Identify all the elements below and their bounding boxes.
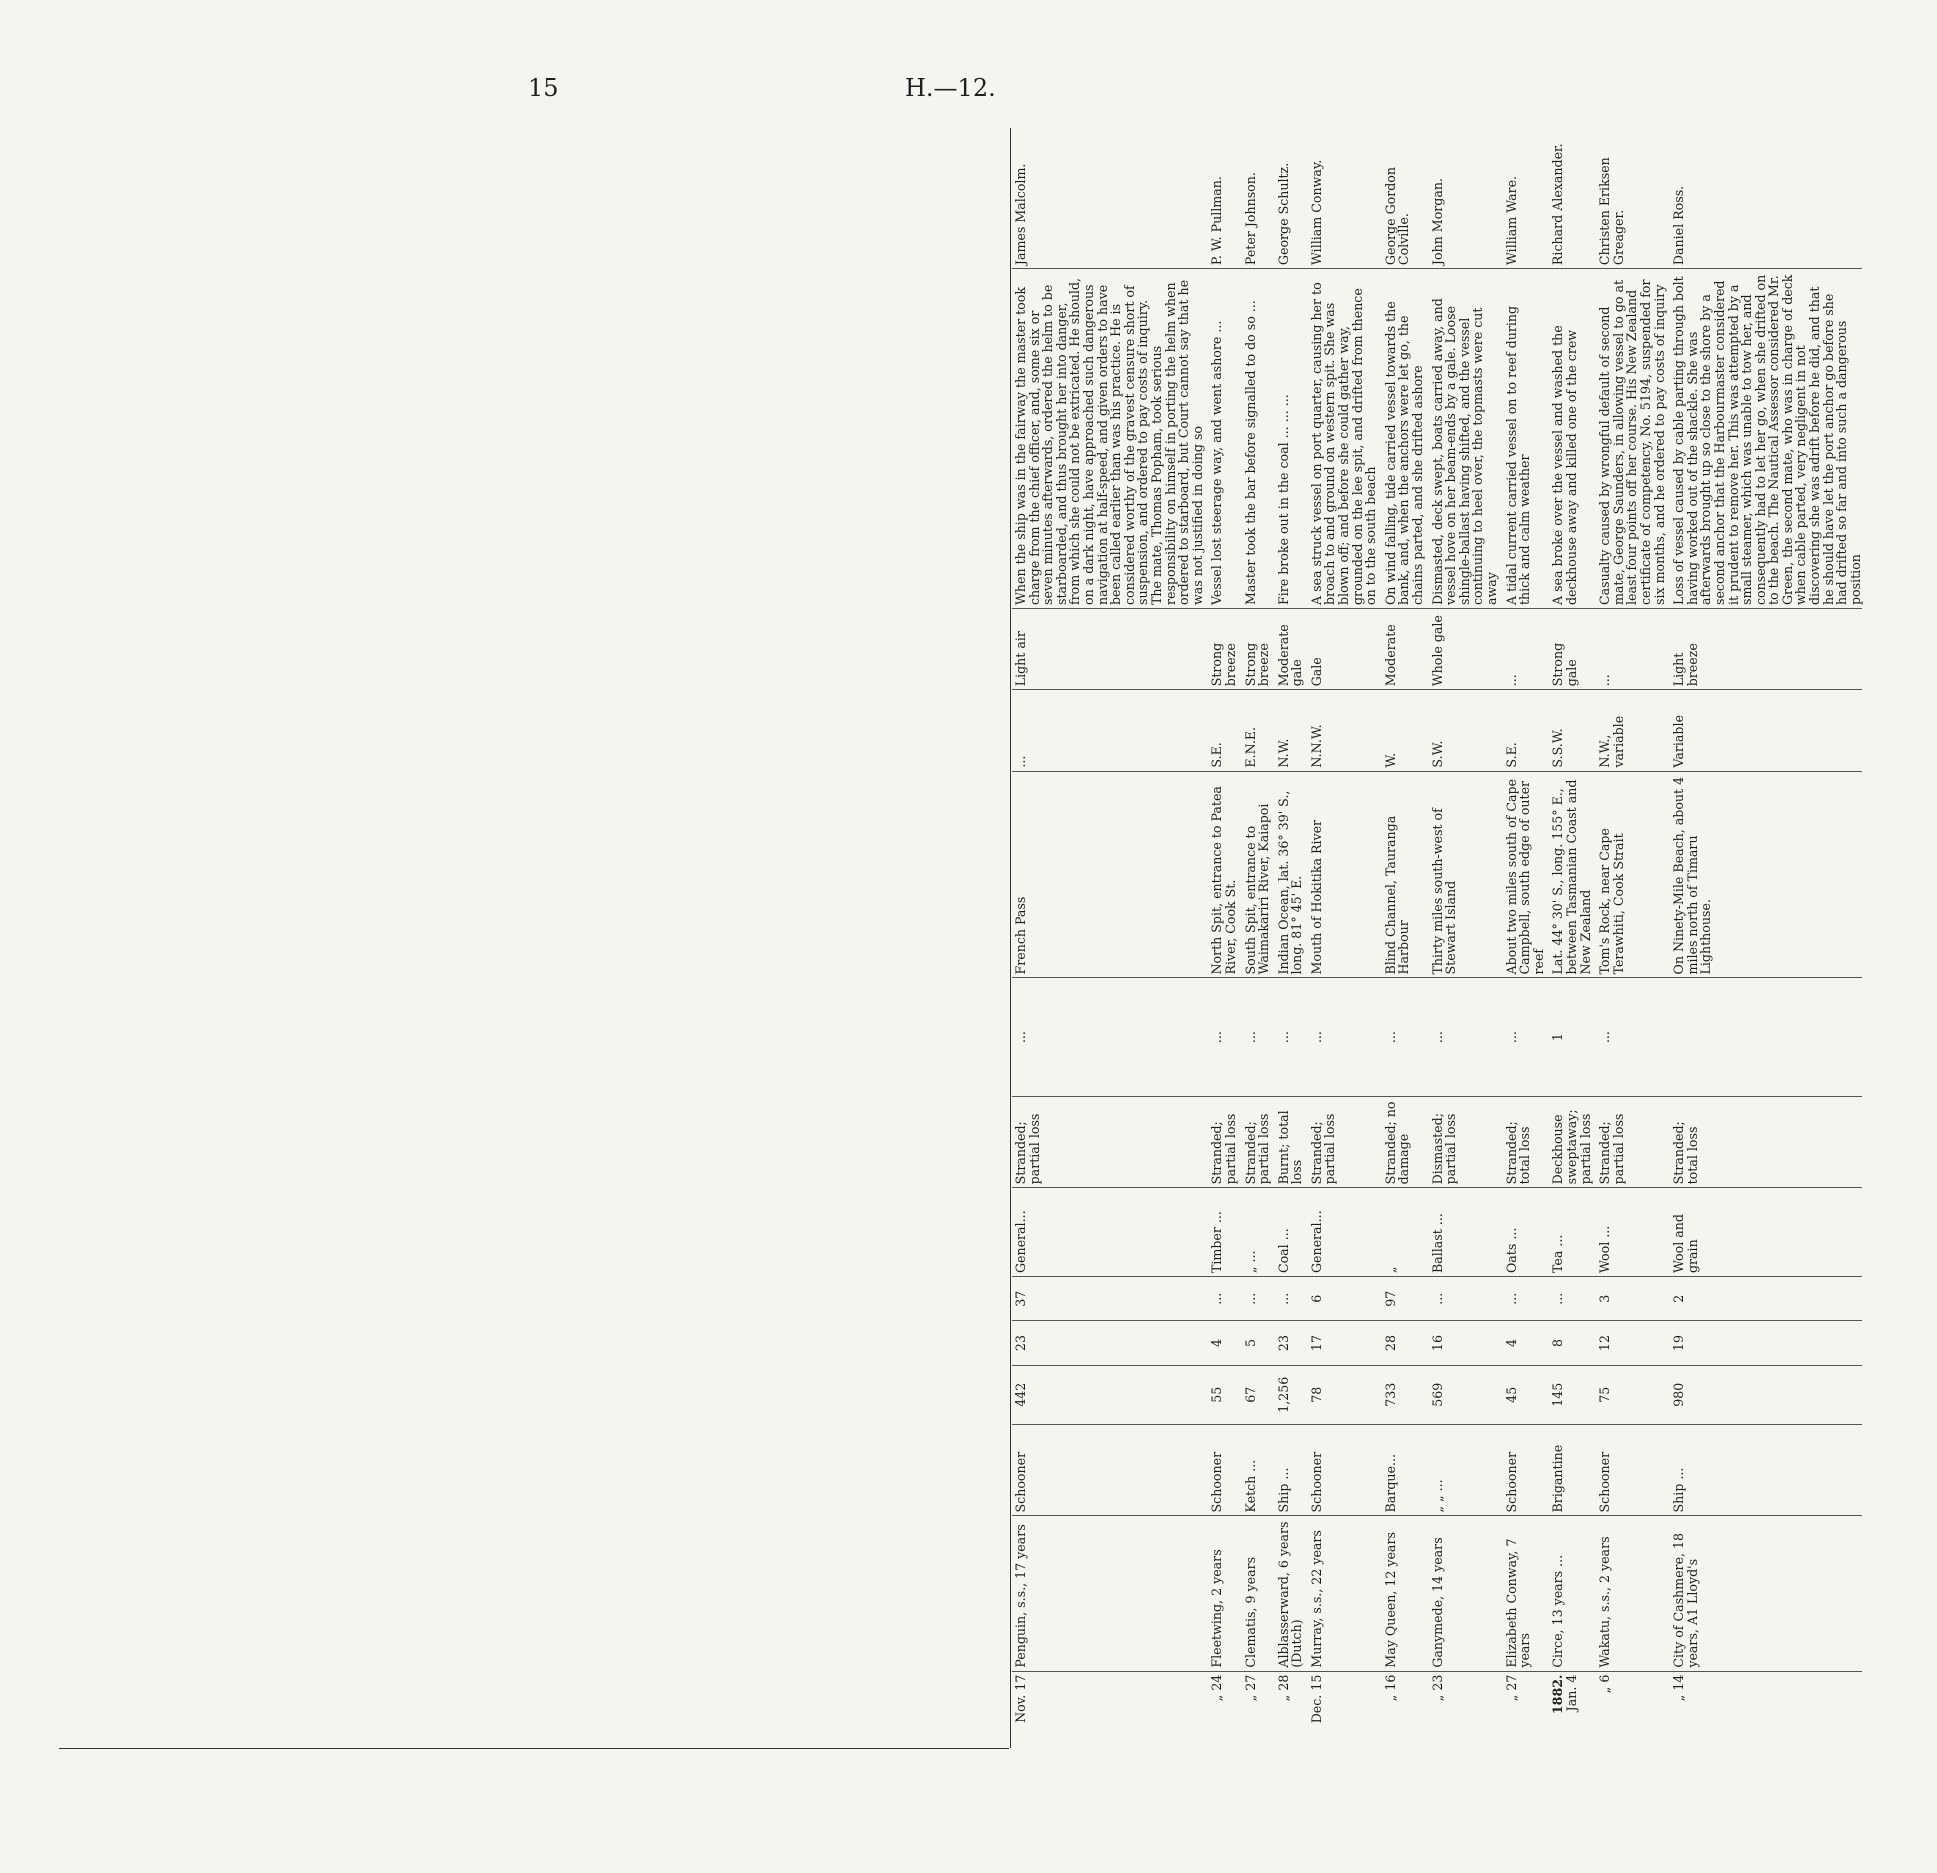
- passengers: ...: [1545, 1277, 1592, 1321]
- passengers: ...: [1425, 1277, 1499, 1321]
- cargo: Wool ...: [1592, 1188, 1666, 1277]
- vessel-name: City of Cashmere, 18 years, A1 Lloyd's: [1666, 1516, 1862, 1671]
- nature-of-casualty: Stranded; total loss: [1666, 1096, 1862, 1188]
- cause: Dismasted, deck swept, boats carried away, and vessel hove on her beam-ends by a gale. Loose shingle-ballast having shifted, and the vessel continuing to heel over, the topmasts were cut away: [1425, 269, 1499, 609]
- cause: When the ship was in the fairway the master took charge from the chief officer, and, some six or seven minutes afterwards, ordered the helm to be starboarded, and thus brought her into danger, from which she could not be extricated. He should, on a dark night, have approached such dangerous navigation at half-speed, and given orders to have been called earlier than was his practice. He is considered worthy of the gravest censure short of suspension, and ordered to pay costs of inquiry. The mate, Thomas Popham, took serious responsibility on himself in porting the helm when ordered to starboard, but Court cannot say that he was not justified in doing so: [1012, 269, 1204, 609]
- tonnage: 733: [1378, 1365, 1425, 1424]
- crew: 4: [1204, 1321, 1237, 1365]
- lives-lost: ...: [1304, 978, 1378, 1096]
- document-code: H.—12.: [905, 74, 996, 102]
- wind-direction: W.: [1378, 690, 1425, 771]
- master-name: William Conway.: [1304, 128, 1378, 269]
- nature-of-casualty: Burnt; total loss: [1271, 1096, 1304, 1188]
- master-name: Peter Johnson.: [1238, 128, 1271, 269]
- page-number: 15: [528, 74, 559, 102]
- day-label: 4: [1563, 1674, 1579, 1683]
- vessel-name: Murray, s.s., 22 years: [1304, 1516, 1378, 1671]
- master-name: Richard Alexander.: [1545, 128, 1592, 269]
- vessel-name: Wakatu, s.s., 2 years: [1592, 1516, 1666, 1671]
- place: Mouth of Hokitika River: [1304, 771, 1378, 978]
- crew: 19: [1666, 1321, 1862, 1365]
- date-cell: [1204, 1671, 1237, 1748]
- year-label: 1882.: [1550, 1674, 1566, 1715]
- month-label: „: [1671, 1694, 1687, 1702]
- month-label: „: [1597, 1686, 1613, 1694]
- table-right-rule: [1010, 128, 1011, 1748]
- day-label: 27: [1242, 1674, 1258, 1691]
- wind-direction: N.W., variable: [1592, 690, 1666, 771]
- day-label: 27: [1503, 1674, 1519, 1691]
- cause: On wind falling, tide carried vessel towards the bank, and, when the anchors were let go, the chains parted, and she drifted ashore: [1378, 269, 1425, 609]
- date-cell: [1545, 1671, 1592, 1748]
- wind-direction: ...: [1012, 690, 1204, 771]
- lives-lost: ...: [1204, 978, 1237, 1096]
- crew: 23: [1012, 1321, 1204, 1365]
- wind-direction: E.N.E.: [1238, 690, 1271, 771]
- wind-direction: S.S.W.: [1545, 690, 1592, 771]
- date-cell: [1425, 1671, 1499, 1748]
- casualty-table: [1012, 128, 1862, 1748]
- crew: 28: [1378, 1321, 1425, 1365]
- tonnage: 67: [1238, 1365, 1271, 1424]
- wind-force: Strong breeze: [1204, 609, 1237, 690]
- month-label: Dec.: [1308, 1694, 1324, 1724]
- crew: 4: [1499, 1321, 1546, 1365]
- month-label: „: [1382, 1694, 1398, 1702]
- wind-direction: S.W.: [1425, 690, 1499, 771]
- nature-of-casualty: Deckhouse sweptaway; partial loss: [1545, 1096, 1592, 1188]
- day-label: 17: [1013, 1674, 1028, 1691]
- cargo: General...: [1304, 1188, 1378, 1277]
- passengers: 97: [1378, 1277, 1425, 1321]
- passengers: 2: [1666, 1277, 1862, 1321]
- master-name: Daniel Ross.: [1666, 128, 1862, 269]
- tonnage: 145: [1545, 1365, 1592, 1424]
- lives-lost: ...: [1378, 978, 1425, 1096]
- wind-force: ...: [1499, 609, 1546, 690]
- tonnage: 569: [1425, 1365, 1499, 1424]
- place: North Spit, entrance to Patea River, Cook St.: [1204, 771, 1237, 978]
- wind-direction: S.E.: [1499, 690, 1546, 771]
- lives-lost: ...: [1238, 978, 1271, 1096]
- table-row: [1592, 128, 1666, 1748]
- month-label: „: [1275, 1694, 1291, 1702]
- date-cell: [1012, 1671, 1204, 1748]
- place: Tom's Rock, near Cape Terawhiti, Cook Strait: [1592, 771, 1666, 978]
- cargo: Wool and grain: [1666, 1188, 1862, 1277]
- vessel-rig: Brigantine: [1545, 1424, 1592, 1516]
- crew: 16: [1425, 1321, 1499, 1365]
- wind-force: Strong gale: [1545, 609, 1592, 690]
- vessel-rig: „ „ ...: [1425, 1424, 1499, 1516]
- vessel-name: Penguin, s.s., 17 years: [1012, 1516, 1204, 1671]
- day-label: 16: [1382, 1674, 1398, 1691]
- nature-of-casualty: Stranded; partial loss: [1304, 1096, 1378, 1188]
- wind-direction: Variable: [1666, 690, 1862, 771]
- master-name: George Gordon Colville.: [1378, 128, 1425, 269]
- passengers: ...: [1499, 1277, 1546, 1321]
- wind-force: Strong breeze: [1238, 609, 1271, 690]
- passengers: 6: [1304, 1277, 1378, 1321]
- place: French Pass: [1012, 771, 1204, 978]
- cargo: General...: [1012, 1188, 1204, 1277]
- vessel-rig: Schooner: [1204, 1424, 1237, 1516]
- wind-direction: S.E.: [1204, 690, 1237, 771]
- month-label: Nov.: [1013, 1694, 1028, 1723]
- tonnage: 55: [1204, 1365, 1237, 1424]
- lives-lost: ...: [1592, 978, 1666, 1096]
- vessel-rig: Schooner: [1012, 1424, 1204, 1516]
- cause: Fire broke out in the coal ... ... ...: [1271, 269, 1304, 609]
- table-row: [1425, 128, 1499, 1748]
- cargo: „: [1378, 1188, 1425, 1277]
- cause: Casualty caused by wrongful default of second mate, George Saunders, in allowing vessel to go at least four points off her course. His New Zealand certificate of competency, No. 5194, suspended for six months, and he ordered to pay costs of inquiry: [1592, 269, 1666, 609]
- table-row: [1238, 128, 1271, 1748]
- crew: 23: [1271, 1321, 1304, 1365]
- month-label: Jan.: [1563, 1686, 1579, 1712]
- vessel-rig: Barque...: [1378, 1424, 1425, 1516]
- wind-direction: N.W.: [1271, 690, 1304, 771]
- cargo: Coal ...: [1271, 1188, 1304, 1277]
- vessel-rig: Ship ...: [1666, 1424, 1862, 1516]
- vessel-name: Circe, 13 years ...: [1545, 1516, 1592, 1671]
- lives-lost: ...: [1425, 978, 1499, 1096]
- wind-force: Whole gale: [1425, 609, 1499, 690]
- nature-of-casualty: Stranded; partial loss: [1238, 1096, 1271, 1188]
- lives-lost: ...: [1271, 978, 1304, 1096]
- wind-force: Light air: [1012, 609, 1204, 690]
- date-cell: [1238, 1671, 1271, 1748]
- wind-direction: N.N.W.: [1304, 690, 1378, 771]
- lives-lost: ...: [1012, 978, 1204, 1096]
- master-name: William Ware.: [1499, 128, 1546, 269]
- place: Blind Channel, Tauranga Harbour: [1378, 771, 1425, 978]
- cause: A tidal current carried vessel on to reef during thick and calm weather: [1499, 269, 1546, 609]
- cause: Master took the bar before signalled to do so ...: [1238, 269, 1271, 609]
- tonnage: 980: [1666, 1365, 1862, 1424]
- cause: Vessel lost steerage way, and went ashore ...: [1204, 269, 1237, 609]
- date-cell: [1666, 1671, 1862, 1748]
- month-label: „: [1429, 1694, 1445, 1702]
- passengers: 3: [1592, 1277, 1666, 1321]
- vessel-name: Elizabeth Conway, 7 years: [1499, 1516, 1546, 1671]
- table-row: [1499, 128, 1546, 1748]
- place: On Ninety-Mile Beach, about 4 miles north of Timaru Lighthouse.: [1666, 771, 1862, 978]
- table-row: [1204, 128, 1237, 1748]
- month-label: „: [1503, 1694, 1519, 1702]
- crew: 17: [1304, 1321, 1378, 1365]
- passengers: ...: [1204, 1277, 1237, 1321]
- vessel-rig: Schooner: [1304, 1424, 1378, 1516]
- place: Indian Ocean, lat. 36° 39' S., long. 81° 45' E.: [1271, 771, 1304, 978]
- cargo: „ ...: [1238, 1188, 1271, 1277]
- month-label: „: [1209, 1694, 1225, 1702]
- wind-force: Moderate gale: [1271, 609, 1304, 690]
- date-cell: [1271, 1671, 1304, 1748]
- wind-force: ...: [1592, 609, 1666, 690]
- place: South Spit, entrance to Waimakariri River, Kaiapoi: [1238, 771, 1271, 978]
- month-label: „: [1242, 1694, 1258, 1702]
- vessel-name: Fleetwing, 2 years: [1204, 1516, 1237, 1671]
- rotated-casualty-table: [1012, 128, 1937, 1748]
- cause: Loss of vessel caused by cable parting through bolt having worked out of the shackle. She was afterwards brought up so close to the shore by a second anchor that the Harbourmaster considered it prudent to remove her. This was attempted by a small steamer, which was unable to tow her, and consequently had to let her go, when she drifted on to the beach. The Nautical Assessor considered Mr. Green, the second mate, who was in charge of deck when cable parted, very negligent in not discovering she was adrift before he did, and that he should have let the port anchor go before she had drifted so far and into such a dangerous position: [1666, 269, 1862, 609]
- nature-of-casualty: Dismasted; partial loss: [1425, 1096, 1499, 1188]
- table-row: [1666, 128, 1862, 1748]
- vessel-name: Ganymede, 14 years: [1425, 1516, 1499, 1671]
- lives-lost: ...: [1499, 978, 1546, 1096]
- vessel-name: Alblasserward, 6 years (Dutch): [1271, 1516, 1304, 1671]
- crew: 12: [1592, 1321, 1666, 1365]
- wind-force: Light breeze: [1666, 609, 1862, 690]
- master-name: P. W. Pullman.: [1204, 128, 1237, 269]
- master-name: John Morgan.: [1425, 128, 1499, 269]
- place: Thirty miles south-west of Stewart Island: [1425, 771, 1499, 978]
- place: About two miles south of Cape Campbell, south edge of outer reef: [1499, 771, 1546, 978]
- passengers: ...: [1271, 1277, 1304, 1321]
- passengers: 37: [1012, 1277, 1204, 1321]
- table-row: [1271, 128, 1304, 1748]
- cause: A sea struck vessel on port quarter, causing her to broach to and ground on western spit. She was blown off; and before she could gather way, grounded on the lee spit, and drifted from thence on to the south beach: [1304, 269, 1378, 609]
- date-cell: [1304, 1671, 1378, 1748]
- crew: 5: [1238, 1321, 1271, 1365]
- day-label: 14: [1671, 1674, 1687, 1691]
- date-cell: [1499, 1671, 1546, 1748]
- tonnage: 1,256: [1271, 1365, 1304, 1424]
- tonnage: 75: [1592, 1365, 1666, 1424]
- date-cell: [1592, 1671, 1666, 1748]
- tonnage: 78: [1304, 1365, 1378, 1424]
- cargo: Oats ...: [1499, 1188, 1546, 1277]
- crew: 8: [1545, 1321, 1592, 1365]
- master-name: James Malcolm.: [1012, 128, 1204, 269]
- vessel-rig: Schooner: [1499, 1424, 1546, 1516]
- table-row: [1545, 128, 1592, 1748]
- vessel-rig: Schooner: [1592, 1424, 1666, 1516]
- tonnage: 45: [1499, 1365, 1546, 1424]
- cargo: Ballast ...: [1425, 1188, 1499, 1277]
- cause: A sea broke over the vessel and washed the deckhouse away and killed one of the crew: [1545, 269, 1592, 609]
- master-name: Christen Eriksen Greager.: [1592, 128, 1666, 269]
- tonnage: 442: [1012, 1365, 1204, 1424]
- day-label: 15: [1308, 1674, 1324, 1691]
- day-label: 23: [1429, 1674, 1445, 1691]
- day-label: 24: [1209, 1674, 1225, 1691]
- cargo: Timber ...: [1204, 1188, 1237, 1277]
- wind-force: Moderate: [1378, 609, 1425, 690]
- place: Lat. 44° 30' S., long. 155° E., between Tasmanian Coast and New Zealand: [1545, 771, 1592, 978]
- nature-of-casualty: Stranded; partial loss: [1204, 1096, 1237, 1188]
- master-name: George Schultz.: [1271, 128, 1304, 269]
- nature-of-casualty: Stranded; no damage: [1378, 1096, 1425, 1188]
- table-row: [1012, 128, 1204, 1748]
- vessel-rig: Ketch ...: [1238, 1424, 1271, 1516]
- vessel-name: May Queen, 12 years: [1378, 1516, 1425, 1671]
- table-bottom-rule: [59, 1748, 1009, 1749]
- vessel-name: Clematis, 9 years: [1238, 1516, 1271, 1671]
- nature-of-casualty: Stranded; partial loss: [1592, 1096, 1666, 1188]
- cargo: Tea ...: [1545, 1188, 1592, 1277]
- nature-of-casualty: Stranded; partial loss: [1012, 1096, 1204, 1188]
- nature-of-casualty: Stranded; total loss: [1499, 1096, 1546, 1188]
- lives-lost: 1: [1545, 978, 1592, 1096]
- passengers: ...: [1238, 1277, 1271, 1321]
- date-cell: [1378, 1671, 1425, 1748]
- wind-force: Gale: [1304, 609, 1378, 690]
- lives-lost: [1666, 978, 1862, 1096]
- table-row: [1378, 128, 1425, 1748]
- vessel-rig: Ship ...: [1271, 1424, 1304, 1516]
- table-row: [1304, 128, 1378, 1748]
- day-label: 6: [1597, 1674, 1613, 1683]
- day-label: 28: [1275, 1674, 1291, 1691]
